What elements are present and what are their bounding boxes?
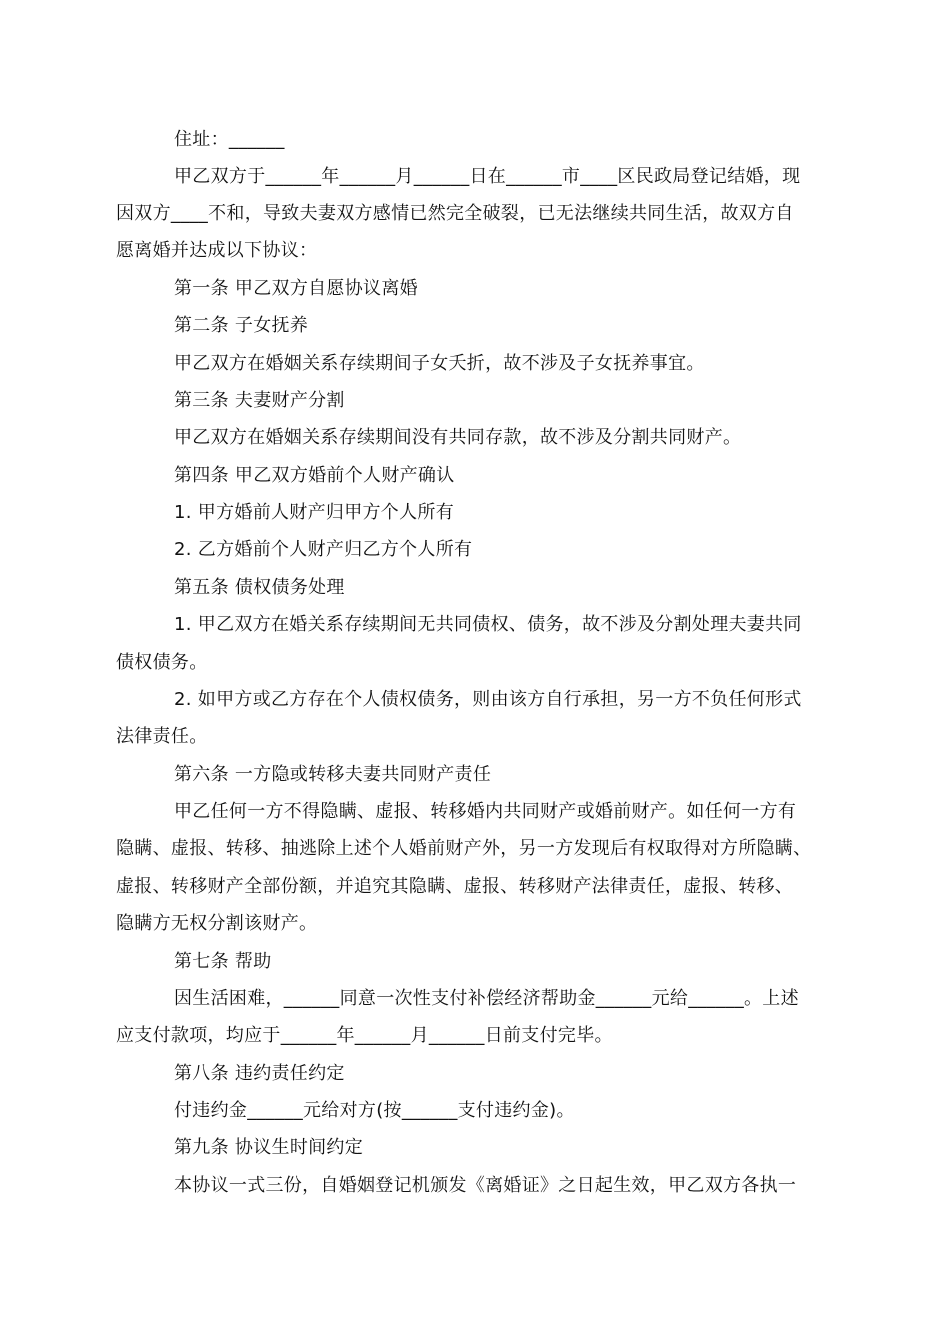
article-5-heading: 第五条 债权债务处理 <box>174 577 345 598</box>
article-4-item-1: 1. 甲方婚前人财产归甲方个人所有 <box>174 502 454 523</box>
article-6-text-4: 隐瞒方无权分割该财产。 <box>116 913 318 934</box>
article-6-text-3: 虚报、转移财产全部份额，并追究其隐瞒、虚报、转移财产法律责任，虚报、转移、 <box>116 876 794 897</box>
article-6-heading: 第六条 一方隐或转移夫妻共同财产责任 <box>174 764 492 785</box>
article-9-text: 本协议一式三份，自婚姻登记机颁发《离婚证》之日起生效，甲乙双方各执一 <box>174 1175 797 1196</box>
marriage-registration-line: 甲乙双方于______年______月______日在______市____区民政局登记结婚，现 <box>174 166 801 187</box>
article-4-heading: 第四条 甲乙双方婚前个人财产确认 <box>174 465 455 486</box>
marriage-registration-line-2: 因双方____不和，导致夫妻双方感情已然完全破裂，已无法继续共同生活，故双方自 <box>116 203 794 224</box>
article-7-text-1: 因生活困难，______同意一次性支付补偿经济帮助金______元给______。上述 <box>174 988 799 1009</box>
article-8-text: 付违约金______元给对方(按______支付违约金)。 <box>174 1100 575 1121</box>
article-5-item-1-cont: 债权债务。 <box>116 652 208 673</box>
article-4-item-2: 2. 乙方婚前个人财产归乙方个人所有 <box>174 539 473 560</box>
marriage-registration-line-3: 愿离婚并达成以下协议： <box>116 240 318 261</box>
article-2-text: 甲乙双方在婚姻关系存续期间子女夭折，故不涉及子女抚养事宜。 <box>174 353 705 374</box>
article-6-text-2: 隐瞒、虚报、转移、抽逃除上述个人婚前财产外，另一方发现后有权取得对方所隐瞒、 <box>116 838 812 859</box>
article-1-heading: 第一条 甲乙双方自愿协议离婚 <box>174 278 418 299</box>
article-5-item-2-cont: 法律责任。 <box>116 726 208 747</box>
article-5-item-1: 1. 甲乙双方在婚关系存续期间无共同债权、债务，故不涉及分割处理夫妻共同 <box>174 614 802 635</box>
article-8-heading: 第八条 违约责任约定 <box>174 1063 345 1084</box>
article-7-heading: 第七条 帮助 <box>174 951 272 972</box>
article-6-text-1: 甲乙任何一方不得隐瞒、虚报、转移婚内共同财产或婚前财产。如任何一方有 <box>174 801 797 822</box>
article-7-text-2: 应支付款项，均应于______年______月______日前支付完毕。 <box>116 1025 613 1046</box>
article-3-text: 甲乙双方在婚姻关系存续期间没有共同存款，故不涉及分割共同财产。 <box>174 427 742 448</box>
article-9-heading: 第九条 协议生时间约定 <box>174 1137 364 1158</box>
article-5-item-2: 2. 如甲方或乙方存在个人债权债务，则由该方自行承担，另一方不负任何形式 <box>174 689 802 710</box>
article-2-heading: 第二条 子女抚养 <box>174 315 309 336</box>
article-3-heading: 第三条 夫妻财产分割 <box>174 390 345 411</box>
address-line: 住址：______ <box>174 129 285 150</box>
